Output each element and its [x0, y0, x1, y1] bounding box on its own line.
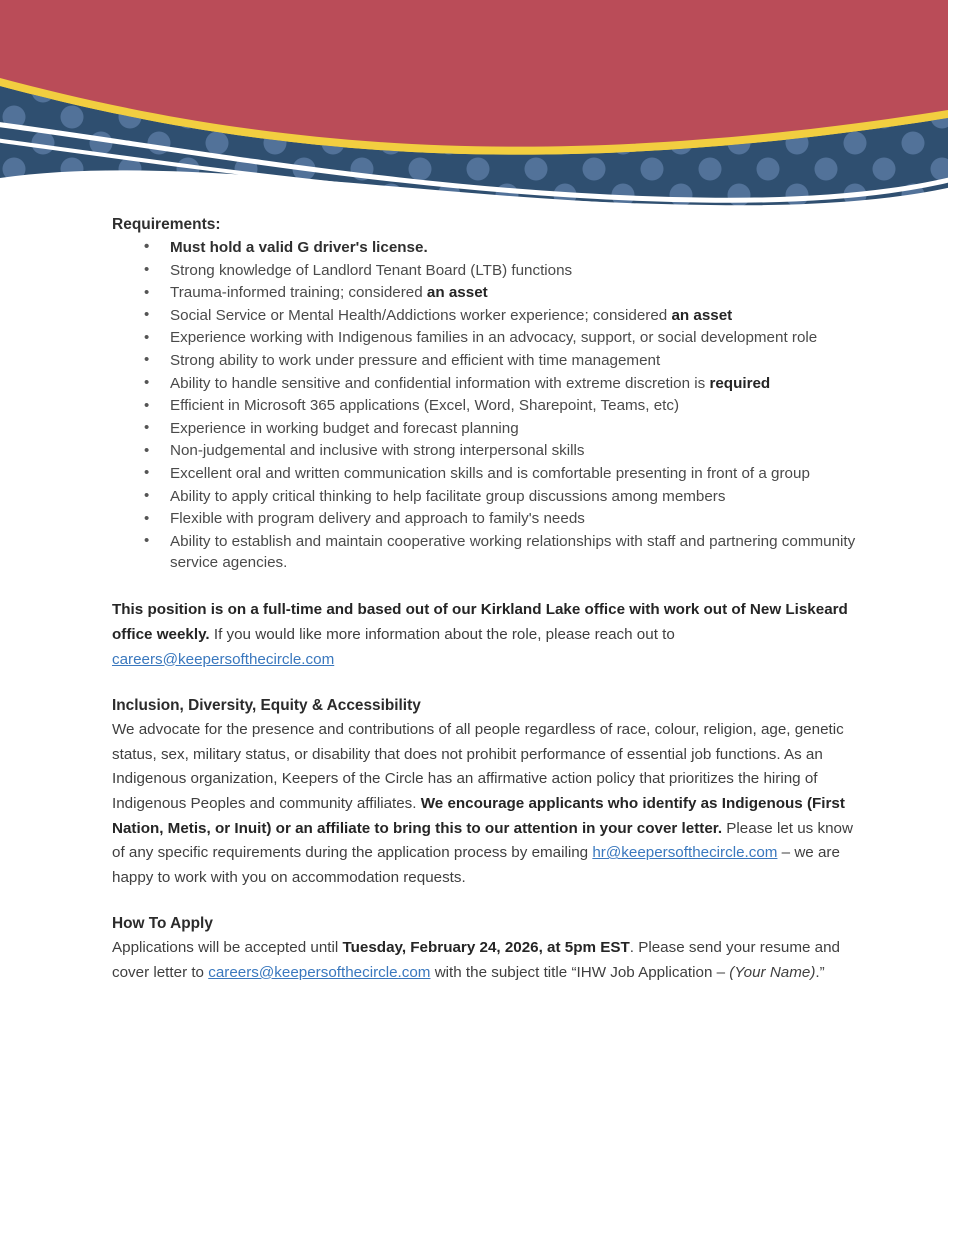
list-item	[112, 395, 866, 418]
list-item	[112, 530, 866, 574]
careers-email-link-2[interactable]: careers@keepersofthecircle.com	[208, 963, 431, 981]
list-item-text: Strong ability to work under pressure and efficient with time management	[170, 351, 661, 369]
how-to-apply-paragraph	[112, 936, 866, 985]
list-item-text: Excellent oral and written communication skills and is comfortable presenting in front of a group	[170, 464, 810, 482]
spacer	[112, 574, 866, 598]
careers-email-link-1[interactable]: careers@keepersofthecircle.com	[112, 650, 335, 668]
how-to-apply-heading: How To Apply	[112, 915, 213, 933]
list-item	[112, 462, 866, 485]
decorative-header-banner	[0, 0, 960, 210]
list-item	[112, 259, 866, 282]
list-item	[112, 372, 866, 395]
inclusion-paragraph	[112, 718, 866, 890]
list-item	[112, 485, 866, 508]
requirements-heading: Requirements:	[112, 216, 221, 233]
list-item-text: Trauma-informed training; considered	[170, 284, 427, 302]
banner-graphic	[0, 0, 960, 210]
banner-right-margin	[948, 0, 960, 210]
list-item-text: Ability to establish and maintain cooperative working relationships with staff and partnering community service agencies.	[170, 532, 856, 572]
list-item	[112, 236, 866, 259]
spacer	[112, 672, 866, 694]
list-item-text: Flexible with program delivery and approach to family's needs	[170, 510, 585, 528]
list-item	[112, 282, 866, 305]
list-item-emphasis: an asset	[426, 284, 488, 302]
list-item	[112, 304, 866, 327]
position-bold-lead: This position is on a full-time and based out of our Kirkland Lake office with work out of New Liskeard office weekly.	[112, 601, 848, 643]
document-body	[0, 214, 960, 986]
inclusion-part3: – we are happy to work with you on accommodation requests.	[112, 844, 840, 886]
list-item	[112, 327, 866, 350]
list-item-text: Non-judgemental and inclusive with strong interpersonal skills	[170, 442, 585, 460]
list-item	[112, 440, 866, 463]
inclusion-bold-part: We encourage applicants who identify as Indigenous (First Nation, Metis, or Inuit) or an affiliate to bring this to our attention in your cover letter.	[112, 794, 845, 837]
position-rest: If you would like more information about the role, please reach out to	[209, 625, 675, 643]
list-item	[112, 417, 866, 440]
list-item-text: Experience in working budget and forecast planning	[170, 419, 519, 437]
apply-part1: Applications will be accepted until	[112, 939, 343, 957]
list-item-emphasis: an asset	[671, 306, 733, 324]
list-item-text: Strong knowledge of Landlord Tenant Board (LTB) functions	[170, 261, 573, 279]
list-item-text: Efficient in Microsoft 365 applications (Excel, Word, Sharepoint, Teams, etc)	[170, 397, 680, 415]
position-paragraph	[112, 598, 866, 672]
list-item-text: Social Service or Mental Health/Addictions worker experience; considered	[170, 306, 672, 324]
apply-part4: .”	[815, 963, 825, 981]
list-item-text: Ability to handle sensitive and confidential information with extreme discretion is	[170, 374, 710, 392]
hr-email-link[interactable]: hr@keepersofthecircle.com	[592, 844, 778, 862]
list-item-text: Ability to apply critical thinking to help facilitate group discussions among members	[170, 487, 726, 505]
list-item	[112, 508, 866, 531]
apply-part2: . Please send your resume and cover letter to	[112, 939, 840, 981]
inclusion-part1: We advocate for the presence and contributions of all people regardless of race, colour, religion, age, genetic status, sex, military status, or disability that does not prohibit performance of essential job functions. As an Indigenous organization, Keepers of the Circle has an affirmative action policy that prioritizes the hiring of Indigenous Peoples and community affiliates.	[112, 721, 844, 812]
list-item-text: Experience working with Indigenous families in an advocacy, support, or social development role	[170, 329, 818, 347]
list-item	[112, 349, 866, 372]
application-deadline: Tuesday, February 24, 2026, at 5pm EST	[342, 939, 630, 957]
spacer	[112, 890, 866, 912]
inclusion-heading: Inclusion, Diversity, Equity & Accessibility	[112, 697, 421, 715]
inclusion-part2: Please let us know of any specific requirements during the application process by emailing	[112, 819, 853, 862]
requirements-list	[112, 236, 866, 574]
list-item-text: Must hold a valid G driver's license.	[170, 238, 428, 256]
your-name-placeholder: (Your Name)	[729, 963, 816, 981]
apply-part3: with the subject title “IHW Job Application –	[430, 963, 730, 981]
list-item-emphasis: required	[709, 374, 771, 392]
